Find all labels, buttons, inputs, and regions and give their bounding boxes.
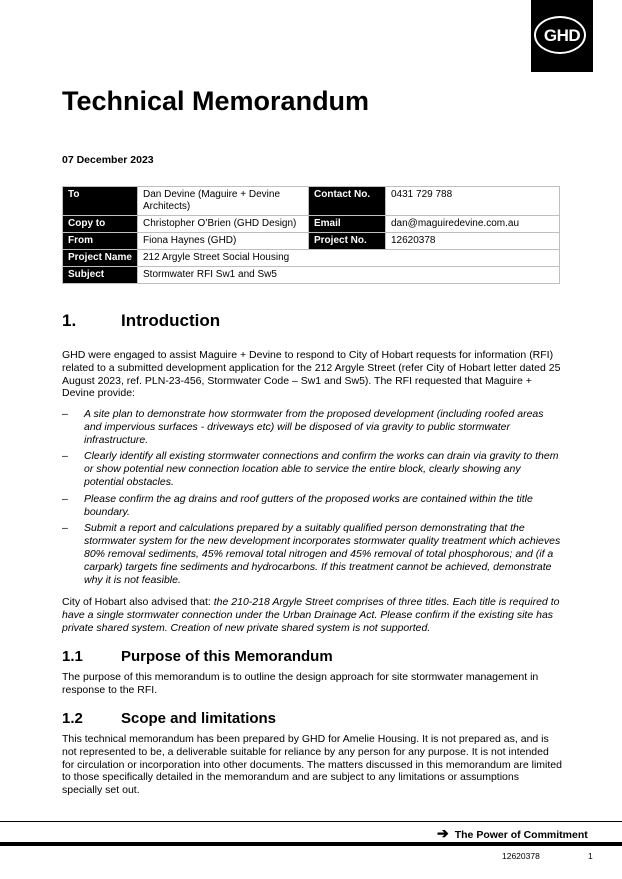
- logo-text: GHD: [543, 26, 581, 45]
- purpose-paragraph: The purpose of this memorandum is to outline the design approach for site stormwater management in response to the RFI.: [62, 671, 539, 696]
- memo-details-table: [62, 186, 560, 284]
- footer-divider-thin: [0, 821, 622, 822]
- list-item: [62, 493, 562, 519]
- section-number: 1.2: [62, 710, 83, 727]
- project-no-label: Project No.: [309, 233, 386, 250]
- footer-doc-number: 12620378: [502, 851, 540, 861]
- section-title: Scope and limitations: [121, 710, 277, 727]
- table-row: [63, 216, 560, 233]
- table-row: [63, 250, 560, 267]
- copy-to-label: Copy to: [63, 216, 138, 233]
- subject-value: Stormwater RFI Sw1 and Sw5: [138, 267, 560, 284]
- contact-value: 0431 729 788: [386, 187, 560, 216]
- from-label: From: [63, 233, 138, 250]
- table-row: [63, 267, 560, 284]
- copy-to-value: Christopher O’Brien (GHD Design): [138, 216, 309, 233]
- contact-label: Contact No.: [309, 187, 386, 216]
- arrow-right-icon: ➔: [437, 825, 449, 841]
- list-item-text: Clearly identify all existing stormwater connections and confirm the works can drain via gravity to them or show potential new connection location able to service the entire block, clearly showing any potential obstacles.: [84, 450, 559, 488]
- email-value[interactable]: dan@maguiredevine.com.au: [386, 216, 560, 233]
- page-number: 1: [588, 851, 593, 861]
- footer-tagline: [437, 825, 588, 842]
- memo-date: 07 December 2023: [62, 154, 154, 166]
- list-item-text: A site plan to demonstrate how stormwater from the proposed development (including roofed areas and impervious surfaces - driveways etc) will be disposed of via gravity to public stormwater infrastructure.: [84, 408, 544, 446]
- footer-divider: [0, 842, 622, 846]
- advice-paragraph: [62, 596, 562, 634]
- table-row: [63, 233, 560, 250]
- section-heading-scope: [62, 710, 276, 727]
- section-heading-introduction: [62, 311, 220, 331]
- list-item: [62, 522, 562, 586]
- section-title: Introduction: [121, 311, 221, 330]
- tagline-text: The Power of Commitment: [454, 829, 588, 841]
- from-value: Fiona Haynes (GHD): [138, 233, 309, 250]
- subject-label: Subject: [63, 267, 138, 284]
- section-heading-purpose: [62, 648, 333, 665]
- list-item: [62, 450, 562, 488]
- page-title: Technical Memorandum: [62, 86, 370, 116]
- project-name-value: 212 Argyle Street Social Housing: [138, 250, 560, 267]
- project-no-value: 12620378: [386, 233, 560, 250]
- scope-paragraph: This technical memorandum has been prepared by GHD for Amelie Housing. It is not prepared as, and is not represented to be, a deliverable suitable for reliance by any person for any purpose. It is not intended for circulation or incorporation into other documents. The matters discussed in this memorandum are limited to those specifically detailed in the memorandum and are subject to any limitations or assumptions specially set out.: [62, 733, 562, 797]
- list-item-text: Submit a report and calculations prepared by a suitably qualified person demonstrating that the stormwater system for the new development incorporates stormwater quality treatment which achieves 80% removal sediments, 45% removal total nitrogen and 45% removal of total phosphorous; and (if a carpark) targets fine sediments and hydrocarbons. If this treatment cannot be achieved, demonstrate why it is not feasible.: [84, 522, 561, 586]
- project-name-label: Project Name: [63, 250, 138, 267]
- list-item-text: Please confirm the ag drains and roof gutters of the proposed works are contained within the title boundary.: [84, 492, 533, 518]
- bullet-dash: –: [62, 522, 68, 535]
- section-number: 1.: [62, 311, 77, 330]
- to-value: Dan Devine (Maguire + Devine Architects): [138, 187, 309, 216]
- table-row: [63, 187, 560, 216]
- advice-prefix: City of Hobart also advised that:: [62, 596, 214, 608]
- bullet-dash: –: [62, 492, 68, 505]
- intro-paragraph: GHD were engaged to assist Maguire + Devine to respond to City of Hobart requests for information (RFI) related to a submitted development application for the 212 Argyle Street (refer City of Hobart letter dated 25 August 2023, ref. PLN-23-456, Stormwater Code – Sw1 and Sw5). The RFI requested that Maguire + Devine provide:: [62, 349, 561, 400]
- bullet-dash: –: [62, 408, 68, 420]
- list-item: [62, 408, 562, 446]
- rfi-request-list: [62, 408, 562, 590]
- advice-quote: the 210-218 Argyle Street comprises of three titles. Each title is required to have a single stormwater connection under the Urban Drainage Act. Please confirm if the existing site has private shared system. Creation of new private shared system is not supported.: [62, 596, 560, 634]
- email-label: Email: [309, 216, 386, 233]
- to-label: To: [63, 187, 138, 216]
- ghd-logo: [531, 0, 593, 72]
- section-title: Purpose of this Memorandum: [121, 648, 333, 665]
- section-number: 1.1: [62, 648, 83, 665]
- bullet-dash: –: [62, 450, 68, 463]
